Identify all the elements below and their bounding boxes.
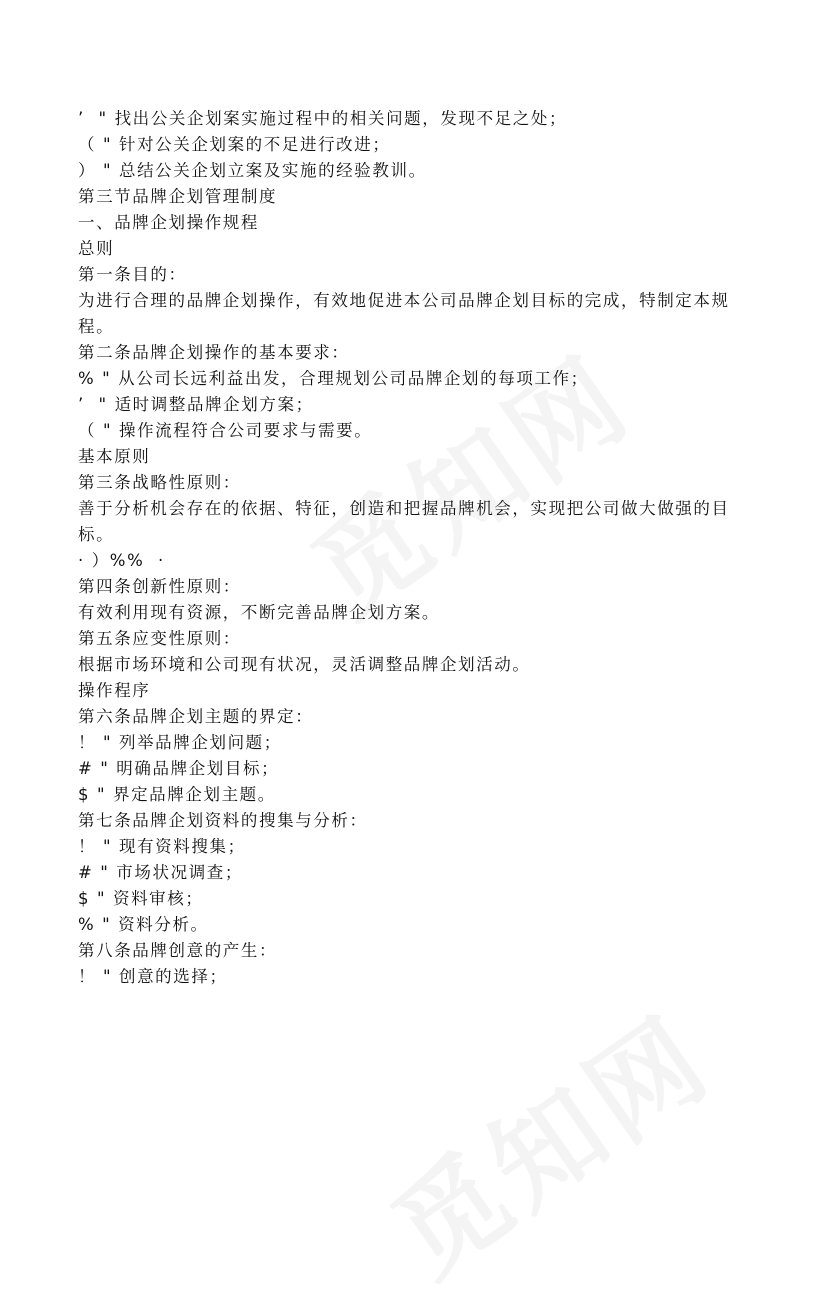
list-item: % " 从公司长远利益出发，合理规划公司品牌企划的每项工作； <box>78 369 589 388</box>
list-item: （ " 针对公关企划案的不足进行改进； <box>78 135 391 154</box>
paragraph: 根据市场环境和公司现有状况，灵活调整品牌企划活动。 <box>78 655 531 674</box>
part-heading: 基本原则 <box>78 447 151 466</box>
article-heading: 第四条创新性原则： <box>78 577 241 596</box>
list-item: # " 明确品牌企划目标； <box>78 759 280 778</box>
page-marker: · ）%% · <box>78 551 165 570</box>
list-item: （ " 操作流程符合公司要求与需要。 <box>78 421 373 440</box>
article-heading: 第二条品牌企划操作的基本要求： <box>78 343 350 362</box>
list-item: ） " 总结公关企划立案及实施的经验教训。 <box>78 161 427 180</box>
article-heading: 第八条品牌创意的产生： <box>78 941 278 960</box>
document-body <box>78 106 758 990</box>
subsection-heading: 一、品牌企划操作规程 <box>78 213 259 232</box>
list-item: % " 资料分析。 <box>78 915 209 934</box>
list-item: ’ " 适时调整品牌企划方案； <box>78 395 314 414</box>
article-heading: 第六条品牌企划主题的界定： <box>78 707 314 726</box>
list-item: ！ " 列举品牌企划问题； <box>78 733 282 752</box>
article-heading: 第三条战略性原则： <box>78 473 241 492</box>
article-heading: 第五条应变性原则： <box>78 629 241 648</box>
part-heading: 总则 <box>78 239 115 258</box>
list-item: # " 市场状况调查； <box>78 863 244 882</box>
list-item: ！ " 创意的选择； <box>78 967 228 986</box>
watermark <box>357 973 738 1305</box>
article-heading: 第七条品牌企划资料的搜集与分析： <box>78 811 368 830</box>
section-heading: 第三节品牌企划管理制度 <box>78 187 278 206</box>
paragraph: 善于分析机会存在的依据、特征，创造和把握品牌机会，实现把公司做大做强的目标。 <box>78 499 730 544</box>
paragraph: 有效利用现有资源，不断完善品牌企划方案。 <box>78 603 440 622</box>
list-item: ！ " 现有资料搜集； <box>78 837 246 856</box>
article-heading: 第一条目的： <box>78 265 187 284</box>
list-item: ’ " 找出公关企划案实施过程中的相关问题，发现不足之处； <box>78 109 568 128</box>
list-item: $ " 资料审核； <box>78 889 204 908</box>
list-item: $ " 界定品牌企划主题。 <box>78 785 276 804</box>
paragraph: 为进行合理的品牌企划操作，有效地促进本公司品牌企划目标的完成，特制定本规程。 <box>78 291 730 336</box>
part-heading: 操作程序 <box>78 681 151 700</box>
